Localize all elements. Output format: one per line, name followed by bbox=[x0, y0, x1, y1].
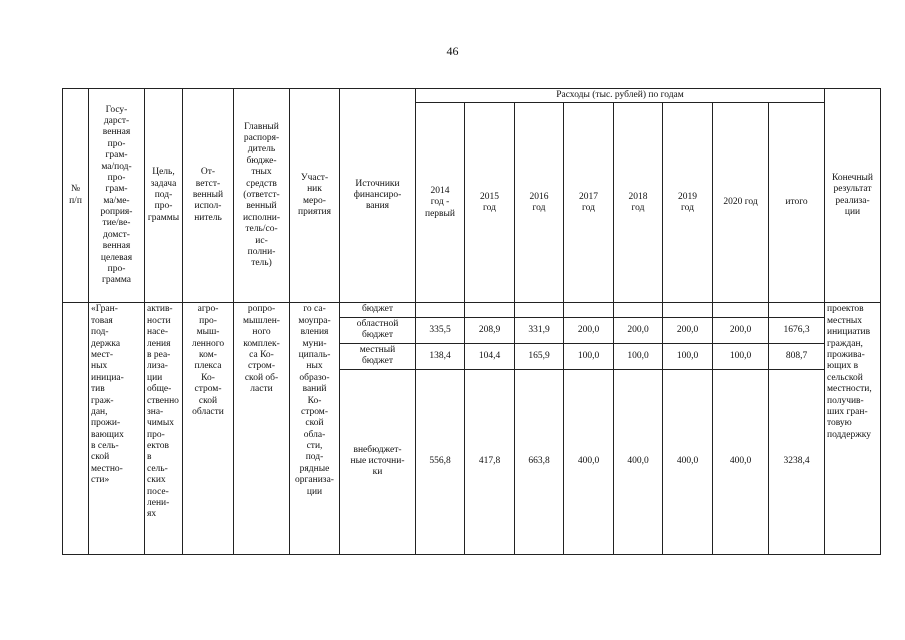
header-no: № п/п bbox=[63, 89, 89, 303]
value-cell: 400,0 bbox=[614, 369, 663, 554]
value-cell: 100,0 bbox=[663, 343, 713, 369]
value-cell: 200,0 bbox=[713, 317, 769, 343]
header-year: 2018 год bbox=[614, 103, 663, 303]
value-cell: 200,0 bbox=[663, 317, 713, 343]
value-cell bbox=[515, 303, 564, 317]
manager-cell: ропро- мышлен- ного комплек- са Ко- стром- ской об- ласти bbox=[234, 303, 290, 554]
header-year: 2015 год bbox=[465, 103, 515, 303]
row-number-cell bbox=[63, 303, 89, 554]
total-cell bbox=[769, 303, 825, 317]
value-cell: 400,0 bbox=[663, 369, 713, 554]
budget-table bbox=[62, 88, 881, 555]
total-cell: 1676,3 bbox=[769, 317, 825, 343]
value-cell bbox=[465, 303, 515, 317]
value-cell: 400,0 bbox=[564, 369, 614, 554]
table-row bbox=[63, 303, 881, 317]
header-goal: Цель, задача под- про- граммы bbox=[145, 89, 183, 303]
header-year: 2017 год bbox=[564, 103, 614, 303]
header-row-top bbox=[63, 89, 881, 103]
value-cell bbox=[416, 303, 465, 317]
value-cell: 165,9 bbox=[515, 343, 564, 369]
source-cell: областной бюджет bbox=[340, 317, 416, 343]
value-cell: 138,4 bbox=[416, 343, 465, 369]
header-participant: Участ- ник меро- приятия bbox=[290, 89, 340, 303]
value-cell bbox=[663, 303, 713, 317]
value-cell: 100,0 bbox=[713, 343, 769, 369]
value-cell: 100,0 bbox=[564, 343, 614, 369]
header-year: 2019 год bbox=[663, 103, 713, 303]
value-cell: 556,8 bbox=[416, 369, 465, 554]
program-cell: «Гран- товая под- держка мест- ных инициа- тив граж- дан, прожи- вающих в сель- ской местно- сти» bbox=[89, 303, 145, 554]
total-cell: 3238,4 bbox=[769, 369, 825, 554]
value-cell: 100,0 bbox=[614, 343, 663, 369]
participant-cell: го са- моупра- вления муни- ципаль- ных образо- ваний Ко- стром- ской обла- сти, под- рядные организа- ции bbox=[290, 303, 340, 554]
total-cell: 808,7 bbox=[769, 343, 825, 369]
header-expenses: Расходы (тыс. рублей) по годам bbox=[416, 89, 825, 103]
value-cell: 663,8 bbox=[515, 369, 564, 554]
value-cell bbox=[713, 303, 769, 317]
header-year: 2014 год - первый bbox=[416, 103, 465, 303]
value-cell: 200,0 bbox=[614, 317, 663, 343]
source-cell: бюджет bbox=[340, 303, 416, 317]
result-cell: проектов местных инициатив граждан, прожива- ющих в сельской местности, получив- ших гран- товую поддержку bbox=[825, 303, 881, 554]
responsible-cell: агро- про- мыш- ленного ком- плекса Ко- стром- ской области bbox=[183, 303, 234, 554]
value-cell: 200,0 bbox=[564, 317, 614, 343]
value-cell: 331,9 bbox=[515, 317, 564, 343]
value-cell: 335,5 bbox=[416, 317, 465, 343]
value-cell: 208,9 bbox=[465, 317, 515, 343]
value-cell: 400,0 bbox=[713, 369, 769, 554]
value-cell: 417,8 bbox=[465, 369, 515, 554]
page-number: 46 bbox=[446, 44, 459, 58]
header-total: итого bbox=[769, 103, 825, 303]
value-cell bbox=[614, 303, 663, 317]
source-cell: местный бюджет bbox=[340, 343, 416, 369]
source-cell: внебюджет- ные источни- ки bbox=[340, 369, 416, 554]
header-responsible: От- ветст- венный испол- нитель bbox=[183, 89, 234, 303]
header-year: 2016 год bbox=[515, 103, 564, 303]
header-year: 2020 год bbox=[713, 103, 769, 303]
header-sources: Источники финансиро- вания bbox=[340, 89, 416, 303]
value-cell: 104,4 bbox=[465, 343, 515, 369]
value-cell bbox=[564, 303, 614, 317]
header-manager: Главный распоря- дитель бюдже- тных средств (ответст- венный исполни- тель/со- ис- полни- тель) bbox=[234, 89, 290, 303]
goal-cell: актив- ности насе- ления в реа- лиза- ции обще- ственно зна- чимых про- ектов в сель- ских посе- лени- ях bbox=[145, 303, 183, 554]
header-program: Госу- дарст- венная про- грам- ма/под- про- грам- ма/ме- роприя- тие/ве- домст- венная целевая про- грамма bbox=[89, 89, 145, 303]
header-result: Конечный результат реализа- ции bbox=[825, 89, 881, 303]
